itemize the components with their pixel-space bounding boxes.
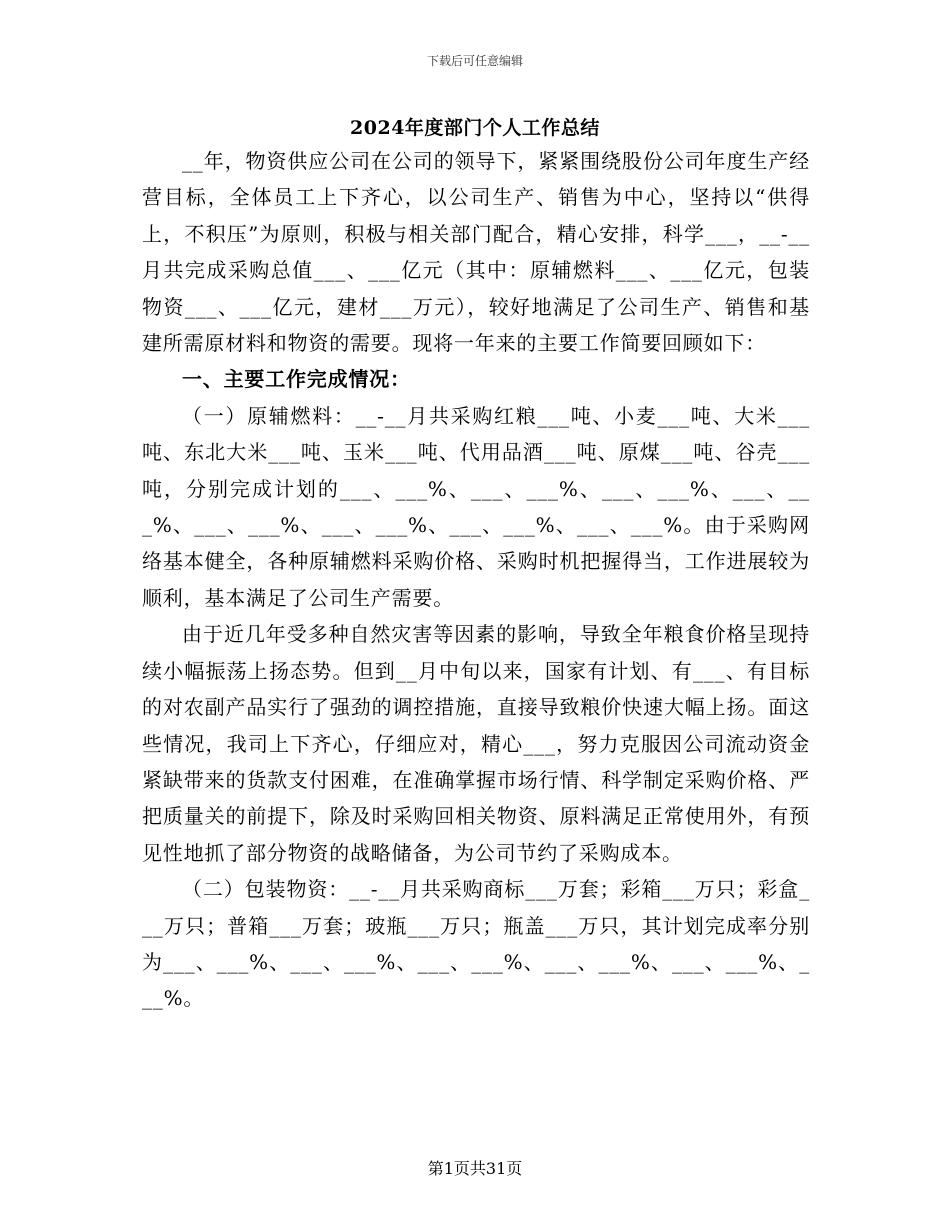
grain-price-paragraph: 由于近几年受多种自然灾害等因素的影响，导致全年粮食价格呈现持续小幅振荡上扬态势。但到__月中旬以来，国家有计划、有___、有目标的对农副产品实行了强劲的调控措施，直接导致粮价快速大幅上扬。面这些情况，我司上下齐心，仔细应对，精心___，努力克服因公司流动资金紧缺带来的货款支付困难，在准确掌握市场行情、科学制定采购价格、严把质量关的前提下，除及时采购回相关物资、原料满足正常使用外，有预见性地抓了部分物资的战略储备，为公司节约了采购成本。	[142, 622, 810, 865]
section-heading: 一、主要工作完成情况：	[182, 367, 411, 392]
header-note: 下载后可任意编辑	[426, 54, 523, 68]
document-body	[142, 143, 810, 1017]
raw-materials-paragraph: （一）原辅燃料：__-__月共采购红粮___吨、小麦___吨、大米___吨、东北大米___吨、玉米___吨、代用品酒___吨、原煤___吨、谷壳___吨，分别完成计划的___、___%、___、___%、___、___%、___、___%、___、___%、___、___%、___、___%、___、___%。由于采购网络基本健全，各种原辅燃料采购价格、采购时机把握得当，工作进展较为顺利，基本满足了公司生产需要。	[142, 403, 810, 610]
page-number: 第1页共31页	[427, 1159, 523, 1178]
packaging-paragraph: （二）包装物资：__-__月共采购商标___万套；彩箱___万只；彩盒___万只；普箱___万套；玻瓶___万只；瓶盖___万只，其计划完成率分别为___、___%、___、___%、___、___%、___、___%、___、___%、___%。	[142, 877, 810, 1011]
document-title: 2024年度部门个人工作总结	[350, 117, 600, 139]
intro-paragraph: __年，物资供应公司在公司的领导下，紧紧围绕股份公司年度生产经营目标，全体员工上下齐心，以公司生产、销售为中心，坚持以“供得上，不积压”为原则，积极与相关部门配合，精心安排，科学___，__-__月共完成采购总值___、___亿元（其中：原辅燃料___、___亿元，包装物资___、___亿元，建材___万元），较好地满足了公司生产、销售和基建所需原材料和物资的需要。现将一年来的主要工作简要回顾如下：	[142, 149, 810, 356]
